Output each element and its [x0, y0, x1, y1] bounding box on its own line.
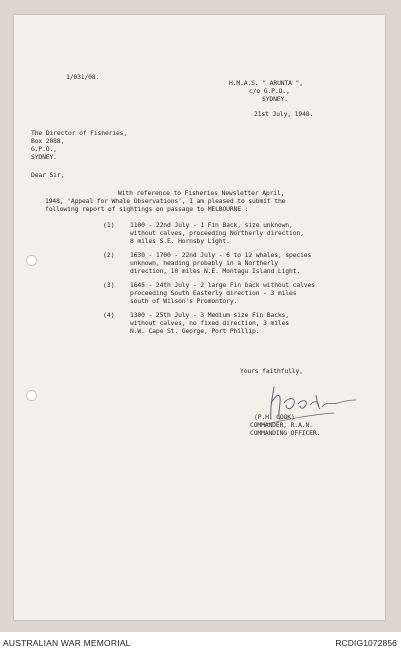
addressee-title: The Director of Fisheries, — [31, 129, 128, 137]
sighting-line: unknown, heading probably in a Northerly — [130, 259, 278, 267]
sighting-line: 1300 - 25th July - 3 Medium size Fin Backs, — [130, 311, 289, 319]
sighting-line: without calves, no fixed direction, 3 miles — [130, 319, 289, 327]
sighting-line: 1100 - 22nd July - 1 Fin Back, size unknown, — [130, 221, 293, 229]
sighting-line: proceeding South Easterly direction - 3 miles — [130, 289, 297, 297]
addressee-gpo: G.P.O., — [31, 145, 57, 153]
letter-date: 21st July, 1948. — [254, 110, 314, 118]
letter-page — [14, 15, 385, 620]
sighting-entry — [130, 221, 304, 245]
file-reference: 1/031/08. — [66, 73, 100, 81]
sighting-number: (2) — [103, 251, 115, 259]
archive-footer — [0, 633, 401, 653]
sighting-entry — [130, 281, 315, 305]
record-id: RCDIG1072856 — [335, 638, 397, 648]
sighting-entry — [130, 311, 289, 335]
addressee-box: Box 2088, — [31, 137, 65, 145]
sighting-line: 1630 - 1700 - 22nd July - 6 to 12 whales, species — [130, 251, 312, 259]
signatory-name: (P.H. COOK) — [254, 413, 295, 421]
sender-city: SYDNEY. — [262, 95, 288, 103]
sighting-line: without calves, proceeding Northerly direction, — [130, 229, 304, 237]
intro-line-3: following report of sightings on passage to MELBOURNE : — [45, 205, 249, 213]
sighting-number: (3) — [103, 281, 115, 289]
sighting-number: (1) — [103, 221, 115, 229]
punch-hole-upper — [26, 255, 37, 266]
salutation: Dear Sir, — [31, 171, 65, 179]
sighting-line: direction, 10 miles N.E. Montagu Island Light. — [130, 267, 301, 275]
sighting-number: (4) — [103, 311, 115, 319]
signatory-rank: COMMANDER, R.A.N. — [250, 421, 313, 429]
archive-name: AUSTRALIAN WAR MEMORIAL — [3, 638, 131, 648]
addressee-city: SYDNEY. — [31, 153, 57, 161]
sender-postal: c/o G.P.O., — [249, 87, 290, 95]
punch-hole-lower — [26, 390, 37, 401]
sighting-entry — [130, 251, 311, 275]
closing: Yours faithfully, — [240, 367, 303, 375]
sender-ship: H.M.A.S. " ARUNTA ", — [229, 79, 303, 87]
sighting-line: N.W. Cape St. George, Port Phillip. — [130, 327, 260, 335]
intro-line-2: 1948, 'Appeal for Whale Observations', I am pleased to submit the — [45, 197, 286, 205]
signatory-role: COMMANDING OFFICER. — [250, 429, 321, 437]
sighting-line: south of Wilson's Promontory. — [130, 297, 238, 305]
intro-line-1: With reference to Fisheries Newsletter April, — [118, 189, 285, 197]
sighting-line: 8 miles S.E. Hornsby Light. — [130, 237, 230, 245]
sighting-line: 1645 - 24th July - 2 large Fin back without calves — [130, 281, 315, 289]
